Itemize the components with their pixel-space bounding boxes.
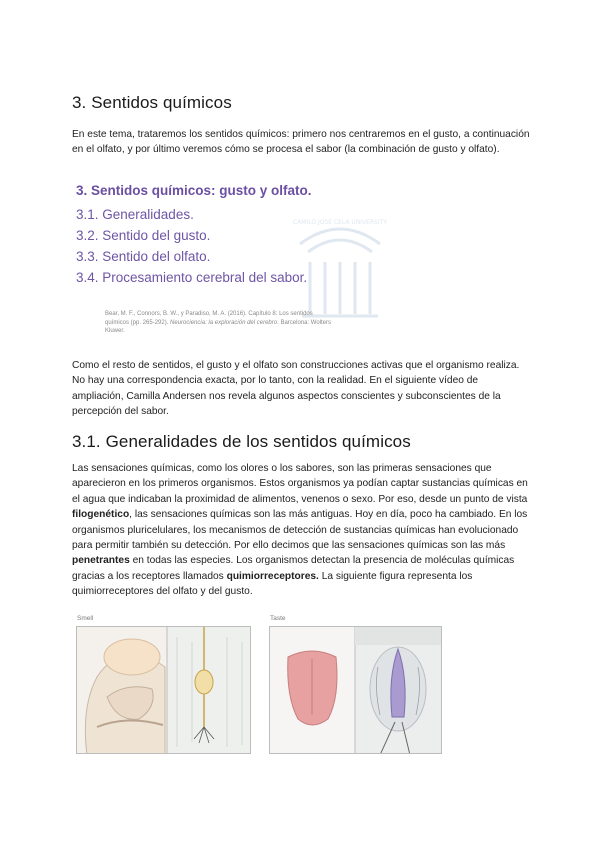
taste-figure xyxy=(269,626,442,754)
slide-item: 3.2. Sentido del gusto. xyxy=(76,228,211,243)
smell-figure xyxy=(76,626,251,754)
intro-paragraph: En este tema, trataremos los sentidos químicos: primero nos centraremos en el gusto, a continuación en el olfato, y por último veremos cómo se procesa el sabor (la combinación de gusto y olfato). xyxy=(72,129,530,156)
term-quimiorreceptores: quimiorreceptores. xyxy=(226,570,319,582)
term-filogenetico: filogenético xyxy=(72,509,130,521)
smell-illustration xyxy=(77,627,251,754)
university-watermark-icon xyxy=(280,204,400,324)
slide-item: 3.4. Procesamiento cerebral del sabor. xyxy=(76,270,308,285)
taste-illustration xyxy=(270,627,442,754)
slide-image xyxy=(72,180,388,350)
slide-title: 3. Sentidos químicos: gusto y olfato. xyxy=(76,183,312,198)
slide-item: 3.1. Generalidades. xyxy=(76,207,194,222)
watermark-text: CAMILO JOSÉ CELA UNIVERSITY xyxy=(292,219,388,226)
slide-item: 3.3. Sentido del olfato. xyxy=(76,249,211,264)
figure-smell-label: Smell xyxy=(77,615,94,622)
figure-taste-label: Taste xyxy=(270,615,286,622)
page-title: 3. Sentidos químicos xyxy=(72,93,232,112)
paragraph-flavor-perception: Como el resto de sentidos, el gusto y el olfato son construcciones activas que el organismo realiza. No hay una correspondencia exacta, por lo tanto, con la realidad. En el siguiente vídeo de ampliación, Camilla Andersen nos revela algunos aspectos conscientes y subconscientes de la percepción del sabor. xyxy=(72,360,520,418)
section-heading: 3.1. Generalidades de los sentidos químicos xyxy=(72,432,411,451)
slide-reference: Bear, M. F., Connors, B. W., y Paradiso, M. A. (2016). Capítulo 8: Los sentidos químicos (pp. 265-292). Neurociencia: la exploración del cerebro. Barcelona: Wolters Kluwer. xyxy=(105,311,332,335)
paragraph-generalities: Las sensaciones químicas, como los olores o los sabores, son las primeras sensaciones que aparecieron en los primeros organismos. Estos organismos ya podían captar sustancias químicas en el agua que indicaban la proximidad de alimentos, venenos o sexo. Por eso, desde un punto de vista filogenético, las sensaciones químicas son las más antiguas. Hoy en día, poco ha cambiado. En los organismos pluricelulares, los mecanismos de detección de sustancias químicas han evolucionado para permitir también su detección. Por ello decimos que las sensaciones químicas son las más penetrantes en todas las especies. Los organismos detectan la presencia de moléculas químicas gracias a los receptores llamados quimiorreceptores. La siguiente figura representa los quimiorreceptores del olfato y del gusto. xyxy=(72,463,528,598)
term-penetrantes: penetrantes xyxy=(72,555,130,567)
